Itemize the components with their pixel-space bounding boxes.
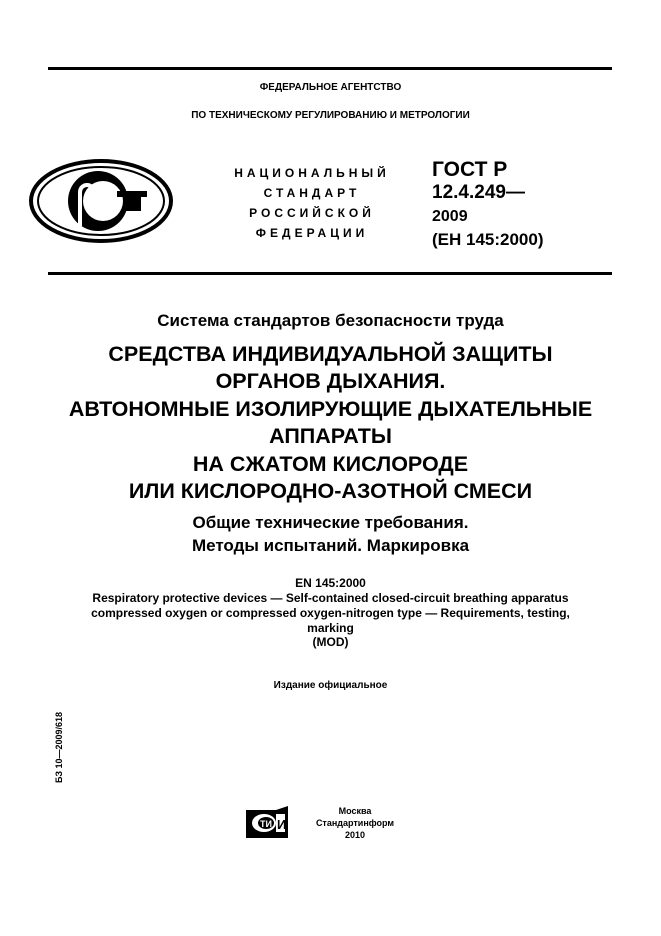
publisher-city: Москва xyxy=(338,806,372,816)
middle-rule xyxy=(48,272,612,275)
standartinform-logo-icon xyxy=(246,806,288,838)
standard-type-3: РОССИЙСКОЙ xyxy=(249,206,375,220)
main-title-1: СРЕДСТВА ИНДИВИДУАЛЬНОЙ ЗАЩИТЫ xyxy=(108,342,553,366)
designation-en: (ЕН 145:2000) xyxy=(432,230,544,249)
en-number: EN 145:2000 xyxy=(295,576,366,590)
system-title: Система стандартов безопасности труда xyxy=(157,311,504,330)
publisher-block xyxy=(300,805,410,841)
main-title-5: НА СЖАТОМ КИСЛОРОДЕ xyxy=(192,452,469,476)
designation-gost: ГОСТ Р xyxy=(432,158,508,181)
en-title-1: Respiratory protective devices — Self-contained closed-circuit breathing apparatus xyxy=(92,591,569,605)
main-title-4: АППАРАТЫ xyxy=(269,424,392,448)
publisher-year: 2010 xyxy=(344,830,366,840)
designation-number: 12.4.249— xyxy=(432,182,525,203)
en-title-3: marking xyxy=(307,621,354,635)
standard-type-2: СТАНДАРТ xyxy=(263,186,361,200)
standard-type-4: ФЕДЕРАЦИИ xyxy=(255,226,369,240)
svg-text:И: И xyxy=(277,817,287,832)
standard-type-1: НАЦИОНАЛЬНЫЙ xyxy=(234,166,390,180)
side-note: БЗ 10—2009/618 xyxy=(54,711,64,783)
publisher-name: Стандартинформ xyxy=(315,818,395,828)
main-title-6: ИЛИ КИСЛОРОДНО-АЗОТНОЙ СМЕСИ xyxy=(128,479,533,503)
main-title-3: АВТОНОМНЫЕ ИЗОЛИРУЮЩИЕ ДЫХАТЕЛЬНЫЕ xyxy=(68,397,593,421)
gost-r-logo-icon xyxy=(28,158,174,244)
agency-line-2: ПО ТЕХНИЧЕСКОМУ РЕГУЛИРОВАНИЮ И МЕТРОЛОГИИ xyxy=(191,110,470,121)
subtitle-1: Общие технические требования. xyxy=(192,513,469,532)
agency-line-1: ФЕДЕРАЛЬНОЕ АГЕНТСТВО xyxy=(259,82,402,93)
en-title-2: compressed oxygen or compressed oxygen-nitrogen type — Requirements, testing, xyxy=(91,606,570,620)
top-rule xyxy=(48,67,612,70)
subtitle-2: Методы испытаний. Маркировка xyxy=(191,536,470,555)
main-title-2: ОРГАНОВ ДЫХАНИЯ. xyxy=(215,369,446,393)
designation-year: 2009 xyxy=(432,208,468,225)
svg-text:ТИ: ТИ xyxy=(260,819,272,829)
en-mod: (MOD) xyxy=(312,635,349,649)
edition-label: Издание официальное xyxy=(273,680,388,691)
